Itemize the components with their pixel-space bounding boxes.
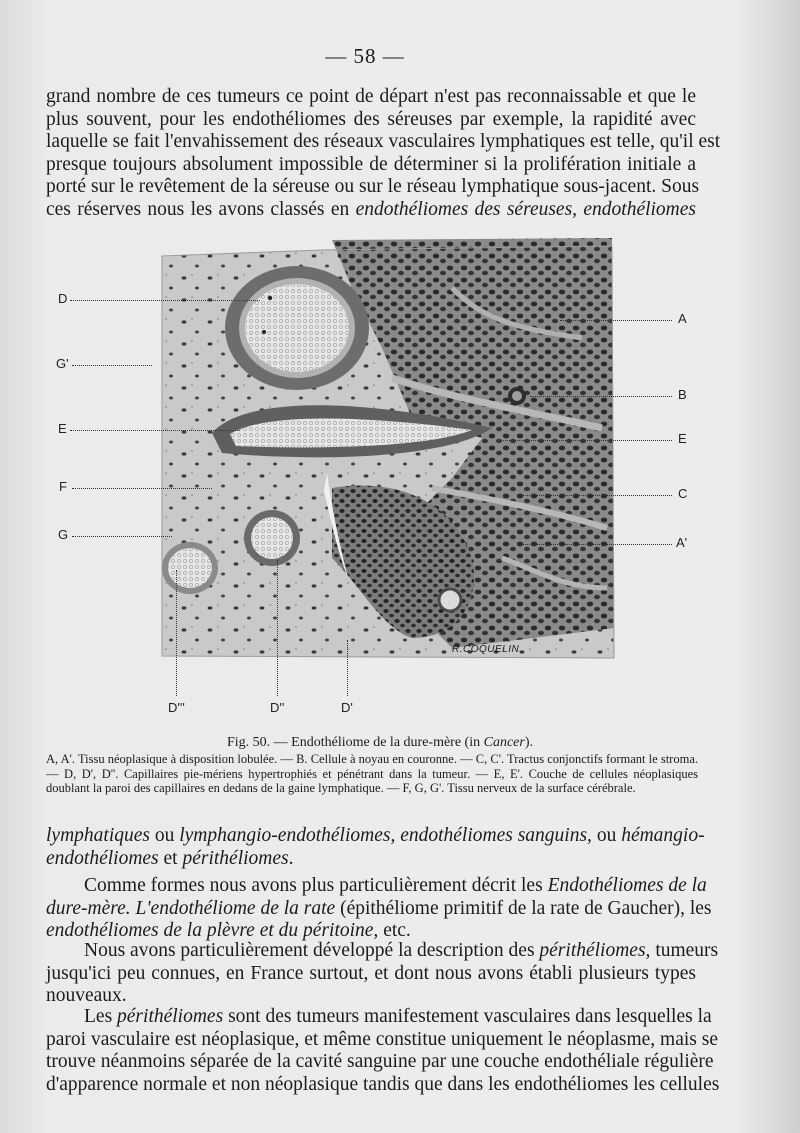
italic-run: lymphangio-endothéliomes, endothéliomes sanguins, (179, 825, 592, 846)
figure-label: D''' (168, 700, 185, 715)
text-line: jusqu'ici peu connues, en France surtout, et dont nous avons établi plusieurs types (46, 962, 696, 984)
text-line: plus souvent, pour les endothéliomes des séreuses par exemple, la rapidité avec (46, 108, 696, 130)
figure-label: D' (341, 700, 353, 715)
leader-line (520, 495, 672, 496)
paragraph (46, 940, 719, 1008)
figure-label: C (678, 486, 688, 501)
text-line (46, 875, 707, 898)
leader-line (500, 440, 672, 441)
paragraph (46, 875, 712, 943)
figure-label: E (58, 421, 67, 436)
leader-line (530, 396, 672, 397)
leader-line (520, 544, 672, 545)
text-line: paroi vasculaire est néoplasique, et même constitue uniquement le néoplasme, mais se (46, 1028, 718, 1050)
italic-run: Endothéliomes de la (547, 875, 707, 896)
text-run: . (288, 847, 294, 869)
text-line (46, 940, 719, 963)
text-run: Comme formes nous avons plus particulièrement décrit les (84, 875, 548, 896)
figure-caption-body: A, A'. Tissu néoplasique à disposition lobulée. — B. Cellule à noyau en couronne. — C, C'. Tractus conjonctifs formant le stroma. — D, D', D''. Capillaires pie-mériens hypertrophiés et pénétrant dans la tumeur. — E, E'. Couche de cellules néoplasiques doublant la paroi des capillaires en dedans de la gaine lymphatique. — F, G, G'. Tissu nerveux de la surface cérébrale. (46, 752, 698, 795)
italic-run: endothéliomes de la plèvre et du péritoine, (46, 920, 379, 941)
figure-label: D (58, 291, 68, 306)
paragraph (46, 1006, 720, 1096)
text-line (46, 825, 705, 848)
italic-run: lymphatiques (46, 825, 150, 846)
caption-title-italic: Cancer (483, 735, 525, 750)
histology-figure (152, 228, 622, 678)
caption-title-text: ). (524, 735, 533, 750)
italic-run: hémangio- (621, 825, 705, 846)
text-run: ou (591, 825, 622, 846)
text-line (46, 199, 696, 222)
text-line: trouve néanmoins séparée de la cavité sanguine par une couche endothéliale régulière (46, 1051, 714, 1072)
text-run: etc. (378, 920, 411, 941)
leader-line (560, 320, 672, 321)
text-line (46, 1006, 712, 1029)
figure-label: A (678, 311, 687, 326)
text-line: grand nombre de ces tumeurs ce point de départ n'est pas reconnaissable et que le (46, 86, 696, 107)
text-run: Les (84, 1006, 118, 1027)
page-number: — 58 — (325, 44, 405, 68)
text-line: presque toujours absolument impossible de déterminer si la prolifération initiale a (46, 153, 696, 175)
figure-label: G' (56, 356, 69, 371)
text-line (46, 897, 712, 921)
italic-run: périthéliomes, (539, 940, 651, 961)
text-run: ces réserves nous les avons classés en (46, 198, 350, 220)
leader-line (72, 536, 172, 537)
text-run: Nous avons particulièrement développé la description des (84, 940, 540, 961)
italic-run: endothéliomes des séreuses, endothéliomes (355, 198, 697, 220)
leader-line (347, 640, 348, 696)
paragraph-top (46, 86, 721, 221)
italic-run: périthéliomes (182, 847, 289, 869)
leader-line (72, 365, 152, 366)
leader-line (72, 488, 212, 489)
text-line: d'apparence normale et non néoplasique tandis que dans les endothéliomes les cellules (46, 1073, 720, 1095)
italic-run: périthéliomes (117, 1006, 224, 1027)
text-line: laquelle se fait l'envahissement des réseaux vasculaires lymphatiques est telle, qu'il est (46, 131, 721, 152)
leader-line (70, 300, 260, 301)
text-run: (épithéliome primitif de la rate de Gaucher), les (335, 897, 712, 919)
figure-label: E (678, 431, 687, 446)
paragraph (46, 825, 705, 870)
text-line (46, 848, 696, 871)
histology-illustration (152, 228, 622, 678)
text-run: et (158, 847, 183, 869)
leader-line (277, 560, 278, 696)
figure-label: D'' (270, 700, 285, 715)
leader-line (70, 430, 240, 431)
text-run: ou (149, 825, 180, 846)
illustrator-signature: R.COQUELIN. (452, 644, 523, 655)
figure-label: A' (676, 535, 688, 550)
text-run: sont des tumeurs manifestement vasculaires dans lesquelles la (223, 1006, 712, 1027)
figure-label: B (678, 387, 687, 402)
figure-label: F (59, 479, 67, 494)
figure-caption-title (0, 735, 760, 751)
italic-run: endothéliomes (46, 847, 159, 869)
figure-label: G (58, 527, 69, 542)
text-line: porté sur le revêtement de la séreuse ou sur le réseau lymphatique sous-jacent. Sous (46, 176, 700, 197)
text-run: tumeurs (650, 940, 719, 961)
italic-run: dure-mère. L'endothéliome de la rate (46, 897, 336, 919)
leader-line (176, 570, 177, 696)
caption-title-text: Fig. 50. — Endothéliome de la dure-mère (in (227, 735, 484, 750)
text-line: nouveaux. (46, 985, 127, 1006)
